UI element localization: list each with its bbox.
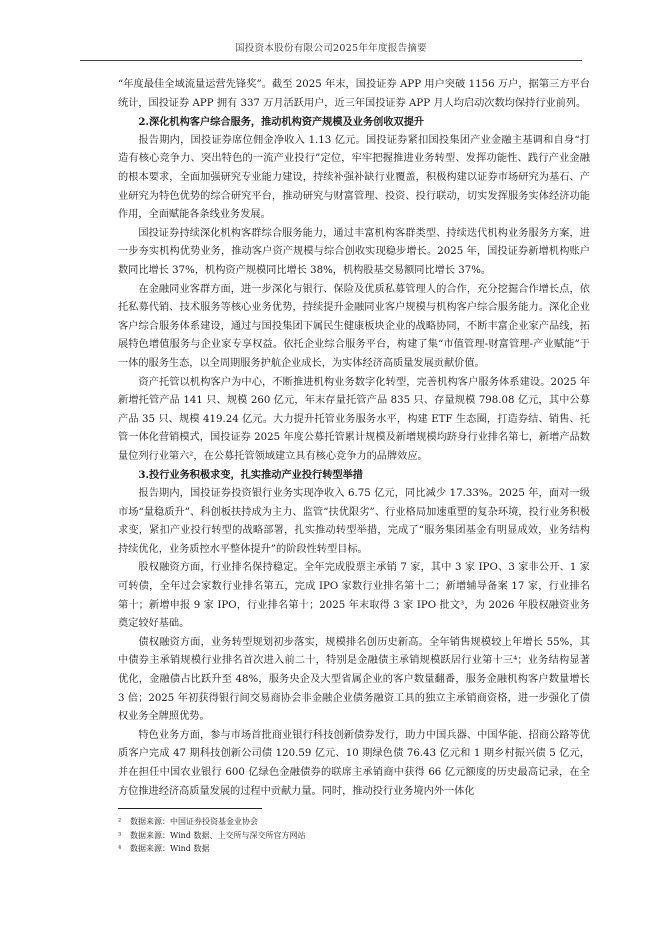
footnote-text: 数据来源：Wind 数据 — [130, 844, 210, 853]
paragraph-financial-peers: 在金融同业客群方面，进一步深化与银行、保险及优质私募管理人的合作，充分挖掘合作增长点，依托私募代销、技术服务等核心业务优势，持续提升金融同业客户规模与机构客户综合服务能力。深化企业客户综合服务体系建设，通过与国投集团下属民生健康板块企业的战略协同，不断丰富企业家产品线，拓展特色增值服务与企业家专享权益。依托企业综合服务平台，构建了集“市值管理-财富管理-产业赋能”于一体的服务生态，以全周期服务护航企业成长，为实体经济高质量发展贡献价值。 — [118, 283, 590, 369]
paragraph-intro: “年度最佳全域流量运营先锋奖”。截至 2025 年末，国投证券 APP 用户突破 1156 万户，据第三方平台统计，国投证券 APP 拥有 337 万月活跃用户，近三年国投证券 APP 月人均启动次数均保持行业前列。 — [118, 79, 590, 109]
paragraph-asset-custody: 资产托管以机构客户为中心，不断推进机构业务数字化转型，完善机构客户服务体系建设。2025 年新增托管产品 141 只、规模 260 亿元，年末存量托管产品 835 只、存量规模 798.08 亿元，其中公募产品 35 只、规模 419.24 亿元。大力提升托管业务服务水平，构建 ETF 生态圈，打造券结、销售、托管一体化营销模式，国投证券 2025 年度公募托管累计规模及新增规模均跻身行业排名第七，新增产品数量位列行业第六²，在公募托管领域建立具有核心竞争力的品牌效应。 — [118, 376, 590, 462]
footnote-text: 数据来源：Wind 数据、上交所与深交所官方网站 — [130, 830, 306, 840]
report-body — [118, 76, 590, 801]
footnote-item — [118, 829, 305, 843]
footnote-mark: ⁴ — [118, 844, 122, 853]
footnote-item — [118, 815, 305, 829]
paragraph-debt-financing: 债权融资方面，业务转型规划初步落实，规模排名创历史新高。全年销售规模较上年增长 55%，其中债券主承销规模行业排名首次进入前二十，特别是金融债主承销规模跃居行业第十三⁴；业务结构显著优化，金融债占比跃升至 48%，服务央企及大型省属企业的客户数量翻番，服务金融机构客户数量增长 3 倍；2025 年初获得银行间交易商协会非金融企业债务融资工具的独立主承销商资格，进一步强化了债权业务全牌照优势。 — [118, 636, 590, 723]
page-header: 国投资本股份有限公司2025年年度报告摘要 — [235, 43, 427, 54]
header-divider — [80, 60, 582, 61]
section-heading-investment-banking: 3.投行业务积极求变，扎实推动产业投行转型举措 — [138, 469, 363, 482]
footnote-mark: ² — [118, 817, 122, 826]
footnotes — [118, 815, 305, 856]
section-heading-institutional: 2.深化机构客户综合服务，推动机构资产规模及业务创收双提升 — [138, 116, 425, 129]
paragraph-equity-financing: 股权融资方面，行业排名保持稳定。全年完成股票主承销 7 家，其中 3 家 IPO、3 家非公开、1 家可转债，全年过会家数行业排名第五，完成 IPO 家数行业排名第十二；新增辅导备案 17 家，行业排名第十；新增申报 9 家 IPO，行业排名第十；2025 年末取得 3 家 IPO 批文³，为 2026 年股权融资业务奠定较好基础。 — [118, 562, 590, 630]
footnote-item — [118, 842, 305, 856]
footnote-text: 数据来源：中国证券投资基金业协会 — [130, 817, 258, 826]
paragraph-ib-revenue: 报告期内，国投证券投资银行业务实现净收入 6.75 亿元，同比减少 17.33%。2025 年，面对一级市场“量稳质升”、科创板扶持成为主力、监管“扶优限劣”、行业格局加速重塑的复杂环境，投行业务积极求变，紧扣产业投行转型的战略部署，扎实推动转型举措，完成了“服务集团基金有明显成效，业务结构持续优化，业务质控水平整体提升”的阶段性转型目标。 — [118, 488, 590, 555]
paragraph-seat-commission: 报告期内，国投证券席位佣金净收入 1.13 亿元。国投证券紧扣国投集团产业金融主基调和自身“打造有核心竞争力、突出特色的一流产业投行”定位，牢牢把握推进业务转型、发挥功能性、践行产业金融的根本要求，全面加强研究专业能力建设，持续补强补缺行业覆盖，积极构建以证券市场研究为基石、产业研究为特色优势的综合研究平台，推动研究与财富管理、投资、投行联动，切实发挥服务实体经济功能作用，全面赋能各条线业务发展。 — [118, 134, 590, 221]
paragraph-institutional-growth: 国投证券持续深化机构客群综合服务能力，通过丰富机构客群类型、持续迭代机构业务服务方案，进一步夯实机构优势业务，推动客户资产规模与综合创收实现稳步增长。2025 年，国投证券新增机构账户数同比增长 37%，机构资产规模同比增长 38%，机构股基交易额同比增长 37%。 — [118, 227, 590, 276]
footnote-mark: ³ — [118, 830, 122, 840]
paragraph-special-business: 特色业务方面，参与市场首批商业银行科技创新债券发行，助力中国兵器、中国华能、招商公路等优质客户完成 47 期科技创新公司债 120.59 亿元、10 期绿色债 76.43 亿元和 1 期乡村振兴债 5 亿元，并在担任中国农业银行 600 亿绿色金融债券的联席主承销商中获得 66 亿元额度的历史最高记录，在全方位推进经济高质量发展的过程中贡献力量。同时，推动投行业务境内外一体化 — [118, 729, 590, 797]
footnote-divider — [118, 808, 262, 809]
